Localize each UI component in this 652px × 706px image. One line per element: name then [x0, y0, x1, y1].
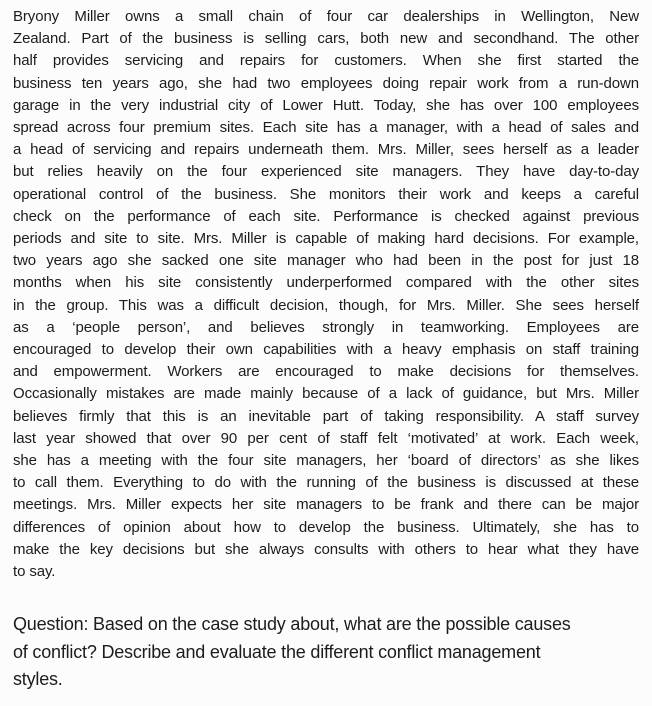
- case-study-text-line: Zealand. Part of the business is selling cars, both new and secondhand. The other: [13, 30, 639, 48]
- case-study-text-line: Bryony Miller owns a small chain of four car dealerships in Wellington, New: [13, 8, 639, 25]
- case-study-text-line: half provides servicing and repairs for customers. When she first started the: [13, 52, 639, 70]
- case-study-text-line: as a ‘people person’, and believes strongly in teamworking. Employees are: [13, 318, 639, 336]
- case-study-text-line: differences of opinion about how to develop the business. Ultimately, she has to: [13, 518, 639, 536]
- case-study-text-line: spread across four premium sites. Each site has a manager, with a head of sales and: [13, 119, 639, 137]
- question-text-line: of conflict? Describe and evaluate the different conflict management: [13, 641, 541, 662]
- case-study-text-line: make the key decisions but she always consults with others to hear what they have: [13, 540, 639, 558]
- case-study-text-line: months when his site consistently underperformed compared with the other sites: [13, 274, 639, 292]
- case-study-paragraph: [13, 6, 639, 583]
- case-study-text-line: but relies heavily on the four experienced site managers. They have day-to-day: [13, 163, 639, 181]
- case-study-text-line: two years ago she sacked one site manager who had been in the post for just 18: [13, 252, 639, 270]
- case-study-text-line: to call them. Everything to do with the running of the business is discussed at these: [13, 474, 639, 492]
- case-study-text-line: and empowerment. Workers are encouraged to make decisions for themselves.: [13, 363, 639, 381]
- case-study-text-line: Occasionally mistakes are made mainly because of a lack of guidance, but Mrs. Miller: [13, 385, 639, 403]
- case-study-text-line: meetings. Mrs. Miller expects her site managers to be frank and there can be major: [13, 496, 639, 514]
- case-study-text-line: she has a meeting with the four site managers, her ‘board of directors’ as she likes: [13, 452, 639, 470]
- case-study-text-line: periods and site to site. Mrs. Miller is capable of making hard decisions. For example,: [13, 230, 639, 248]
- case-study-text-line: last year showed that over 90 per cent of staff felt ‘motivated’ at work. Each week,: [13, 429, 639, 447]
- question-text-line: styles.: [13, 669, 63, 690]
- case-study-text-line: encouraged to develop their own capabilities with a heavy emphasis on staff training: [13, 341, 639, 359]
- case-study-text-line: operational control of the business. She monitors their work and keeps a careful: [13, 185, 639, 203]
- case-study-text-line: garage in the very industrial city of Lower Hutt. Today, she has over 100 employees: [13, 96, 639, 114]
- case-study-text-line: business ten years ago, she had two employees doing repair work from a run-down: [13, 74, 639, 92]
- case-study-text-line: in the group. This was a difficult decision, though, for Mrs. Miller. She sees herself: [13, 296, 639, 314]
- question-text-line: Question: Based on the case study about, what are the possible causes: [13, 614, 571, 635]
- question-paragraph: [13, 611, 639, 694]
- case-study-text-line: believes firmly that this is an inevitable part of taking responsibility. A staff survey: [13, 407, 639, 425]
- case-study-text-line: to say.: [13, 563, 56, 581]
- case-study-text-line: check on the performance of each site. Performance is checked against previous: [13, 207, 639, 225]
- case-study-text-line: a head of servicing and repairs underneath them. Mrs. Miller, sees herself as a leader: [13, 141, 639, 159]
